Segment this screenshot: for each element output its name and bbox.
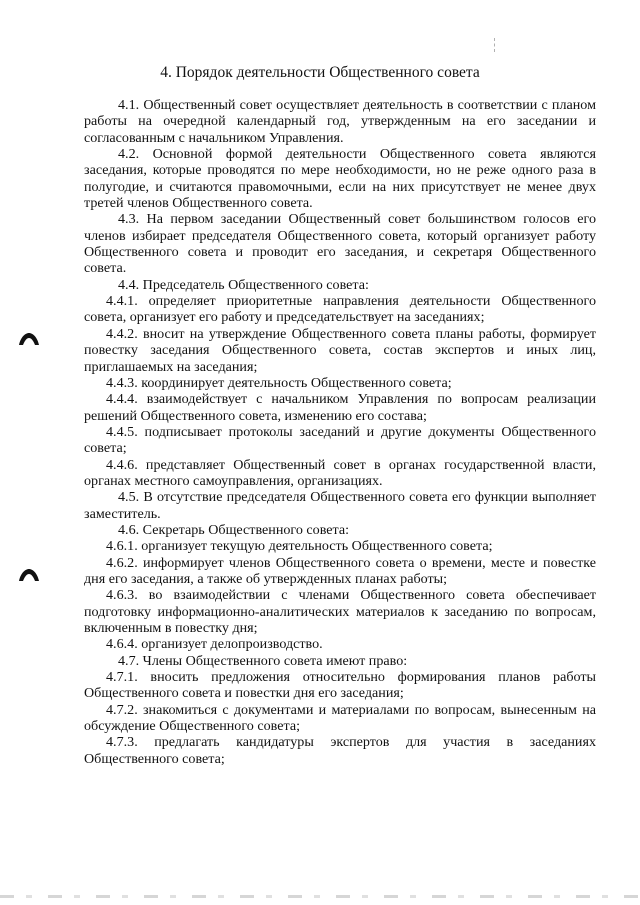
paragraph-4-1: 4.1. Общественный совет осуществляет деятельность в соответствии с планом работы на очередной календарный год, утвержденным на его заседании и согласованным с начальником Управления. <box>84 97 596 146</box>
binder-hole-mark <box>18 332 40 346</box>
paragraph-4-7-2: 4.7.2. знакомиться с документами и материалами по вопросам, вынесенным на обсуждение Общественного совета; <box>84 701 596 735</box>
scan-edge-artifact <box>0 895 640 898</box>
paragraph-4-6: 4.6. Секретарь Общественного совета: <box>118 521 350 538</box>
paragraph-4-2: 4.2. Основной формой деятельности Общественного совета являются заседания, которые проводятся по мере необходимости, но не реже одного раза в полугодие, и считаются правомочными, если на них присутствует не менее двух третей членов Общественного совета. <box>84 146 596 212</box>
paragraph-4-4-1: 4.4.1. определяет приоритетные направления деятельности Общественного совета, организует его работу и председательствует на заседаниях; <box>84 293 596 326</box>
paragraph-4-3: 4.3. На первом заседании Общественный совет большинством голосов его членов избирает председателя Общественного совета, который организует работу Общественного совета и проводит его заседания, и секретаря Общественного совета. <box>84 211 596 277</box>
paragraph-4-7-1: 4.7.1. вносить предложения относительно формирования планов работы Общественного совета и повестки дня его заседания; <box>84 669 596 702</box>
paragraph-4-4-2: 4.4.2. вносит на утверждение Общественного совета планы работы, формирует повестку заседания Общественного совета, состав экспертов и иных лиц, приглашаемых на заседания; <box>84 325 596 375</box>
paragraph-4-4-6: 4.4.6. представляет Общественный совет в органах государственной власти, органах местного самоуправления, организациях. <box>84 456 596 489</box>
paragraph-4-4: 4.4. Председатель Общественного совета: <box>118 276 369 293</box>
scan-artifact <box>494 38 497 52</box>
paragraph-4-6-4: 4.6.4. организует делопроизводство. <box>106 636 323 653</box>
paragraph-4-7: 4.7. Члены Общественного совета имеют право: <box>118 652 408 669</box>
section-body <box>84 97 596 767</box>
paragraph-4-4-5: 4.4.5. подписывает протоколы заседаний и другие документы Общественного совета; <box>84 423 596 457</box>
paragraph-4-7-3: 4.7.3. предлагать кандидатуры экспертов для участия в заседаниях Общественного совета; <box>84 734 596 767</box>
paragraph-4-6-3: 4.6.3. во взаимодействии с членами Общественного совета обеспечивает подготовку информационно-аналитических материалов к заседанию по вопросам, включенным в повестку дня; <box>84 587 596 636</box>
binder-hole-mark <box>18 568 40 582</box>
paragraph-4-5: 4.5. В отсутствие председателя Общественного совета его функции выполняет заместитель. <box>84 489 596 522</box>
paragraph-4-4-4: 4.4.4. взаимодействует с начальником Управления по вопросам реализации решений Общественного совета, изменению его состава; <box>84 391 596 424</box>
section-title: 4. Порядок деятельности Общественного совета <box>160 64 480 81</box>
paragraph-4-4-3: 4.4.3. координирует деятельность Общественного совета; <box>106 374 452 391</box>
paragraph-4-6-1: 4.6.1. организует текущую деятельность Общественного совета; <box>106 538 493 555</box>
paragraph-4-6-2: 4.6.2. информирует членов Общественного совета о времени, месте и повестке дня его заседания, а также об утвержденных планах работы; <box>84 554 596 587</box>
